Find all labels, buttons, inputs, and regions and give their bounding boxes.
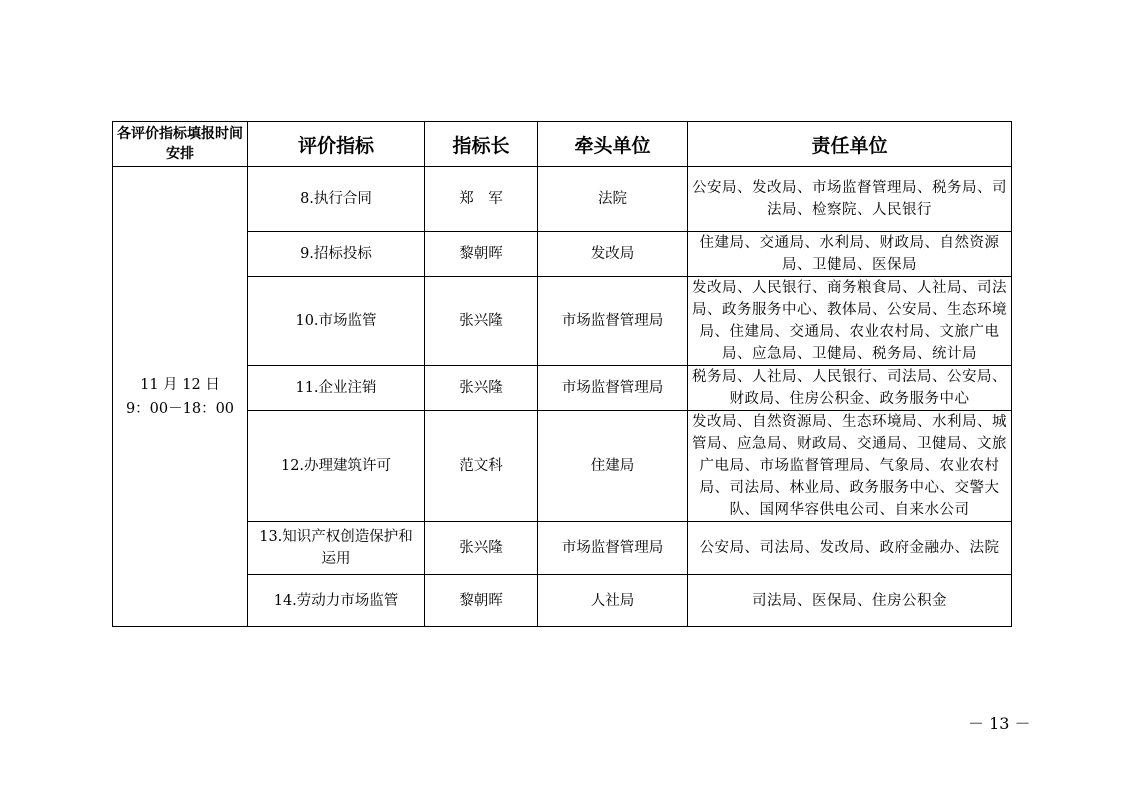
lead-unit-cell: 法院: [538, 167, 688, 232]
page-number: － 13 －: [968, 714, 1031, 733]
indicator-cell: 13.知识产权创造保护和运用: [248, 522, 425, 575]
lead-unit-cell: 市场监督管理局: [538, 277, 688, 366]
table-row: [113, 277, 1012, 366]
table-row: [113, 366, 1012, 411]
schedule-table: [112, 121, 1012, 627]
leader-cell: 张兴隆: [425, 522, 538, 575]
indicator-cell: 14.劳动力市场监管: [248, 575, 425, 627]
header-time: 各评价指标填报时间安排: [113, 122, 248, 167]
header-lead-unit: 牵头单位: [538, 122, 688, 167]
time-cell: [113, 167, 248, 627]
table-row: [113, 522, 1012, 575]
lead-unit-cell: 发改局: [538, 232, 688, 277]
leader-cell: 黎朝晖: [425, 232, 538, 277]
table-row: [113, 232, 1012, 277]
table-row: [113, 575, 1012, 627]
time-date: 11 月 12 日: [140, 376, 220, 393]
indicator-cell: 8.执行合同: [248, 167, 425, 232]
leader-cell: 范文科: [425, 411, 538, 522]
lead-unit-cell: 市场监督管理局: [538, 522, 688, 575]
leader-cell: 郑 军: [425, 167, 538, 232]
indicator-cell: 9.招标投标: [248, 232, 425, 277]
resp-units-cell: 住建局、交通局、水利局、财政局、自然资源局、卫健局、医保局: [688, 232, 1012, 277]
lead-unit-cell: 人社局: [538, 575, 688, 627]
resp-units-cell: 公安局、司法局、发改局、政府金融办、法院: [688, 522, 1012, 575]
indicator-cell: 10.市场监管: [248, 277, 425, 366]
header-row: [113, 122, 1012, 167]
resp-units-cell: 发改局、人民银行、商务粮食局、人社局、司法局、政务服务中心、教体局、公安局、生态环境局、住建局、交通局、农业农村局、文旅广电局、应急局、卫健局、税务局、统计局: [688, 277, 1012, 366]
lead-unit-cell: 市场监督管理局: [538, 366, 688, 411]
time-hours: 9：00－18：00: [125, 400, 235, 417]
indicator-cell: 12.办理建筑许可: [248, 411, 425, 522]
leader-cell: 张兴隆: [425, 277, 538, 366]
resp-units-cell: 司法局、医保局、住房公积金: [688, 575, 1012, 627]
table-row: [113, 167, 1012, 232]
table-row: [113, 411, 1012, 522]
header-resp-unit: 责任单位: [688, 122, 1012, 167]
leader-cell: 张兴隆: [425, 366, 538, 411]
indicator-cell: 11.企业注销: [248, 366, 425, 411]
resp-units-cell: 发改局、自然资源局、生态环境局、水利局、城管局、应急局、财政局、交通局、卫健局、文旅广电局、市场监督管理局、气象局、农业农村局、司法局、林业局、政务服务中心、交警大队、国网华容供电公司、自来水公司: [688, 411, 1012, 522]
lead-unit-cell: 住建局: [538, 411, 688, 522]
header-leader: 指标长: [425, 122, 538, 167]
leader-cell: 黎朝晖: [425, 575, 538, 627]
resp-units-cell: 公安局、发改局、市场监督管理局、税务局、司法局、检察院、人民银行: [688, 167, 1012, 232]
resp-units-cell: 税务局、人社局、人民银行、司法局、公安局、财政局、住房公积金、政务服务中心: [688, 366, 1012, 411]
header-indicator: 评价指标: [248, 122, 425, 167]
